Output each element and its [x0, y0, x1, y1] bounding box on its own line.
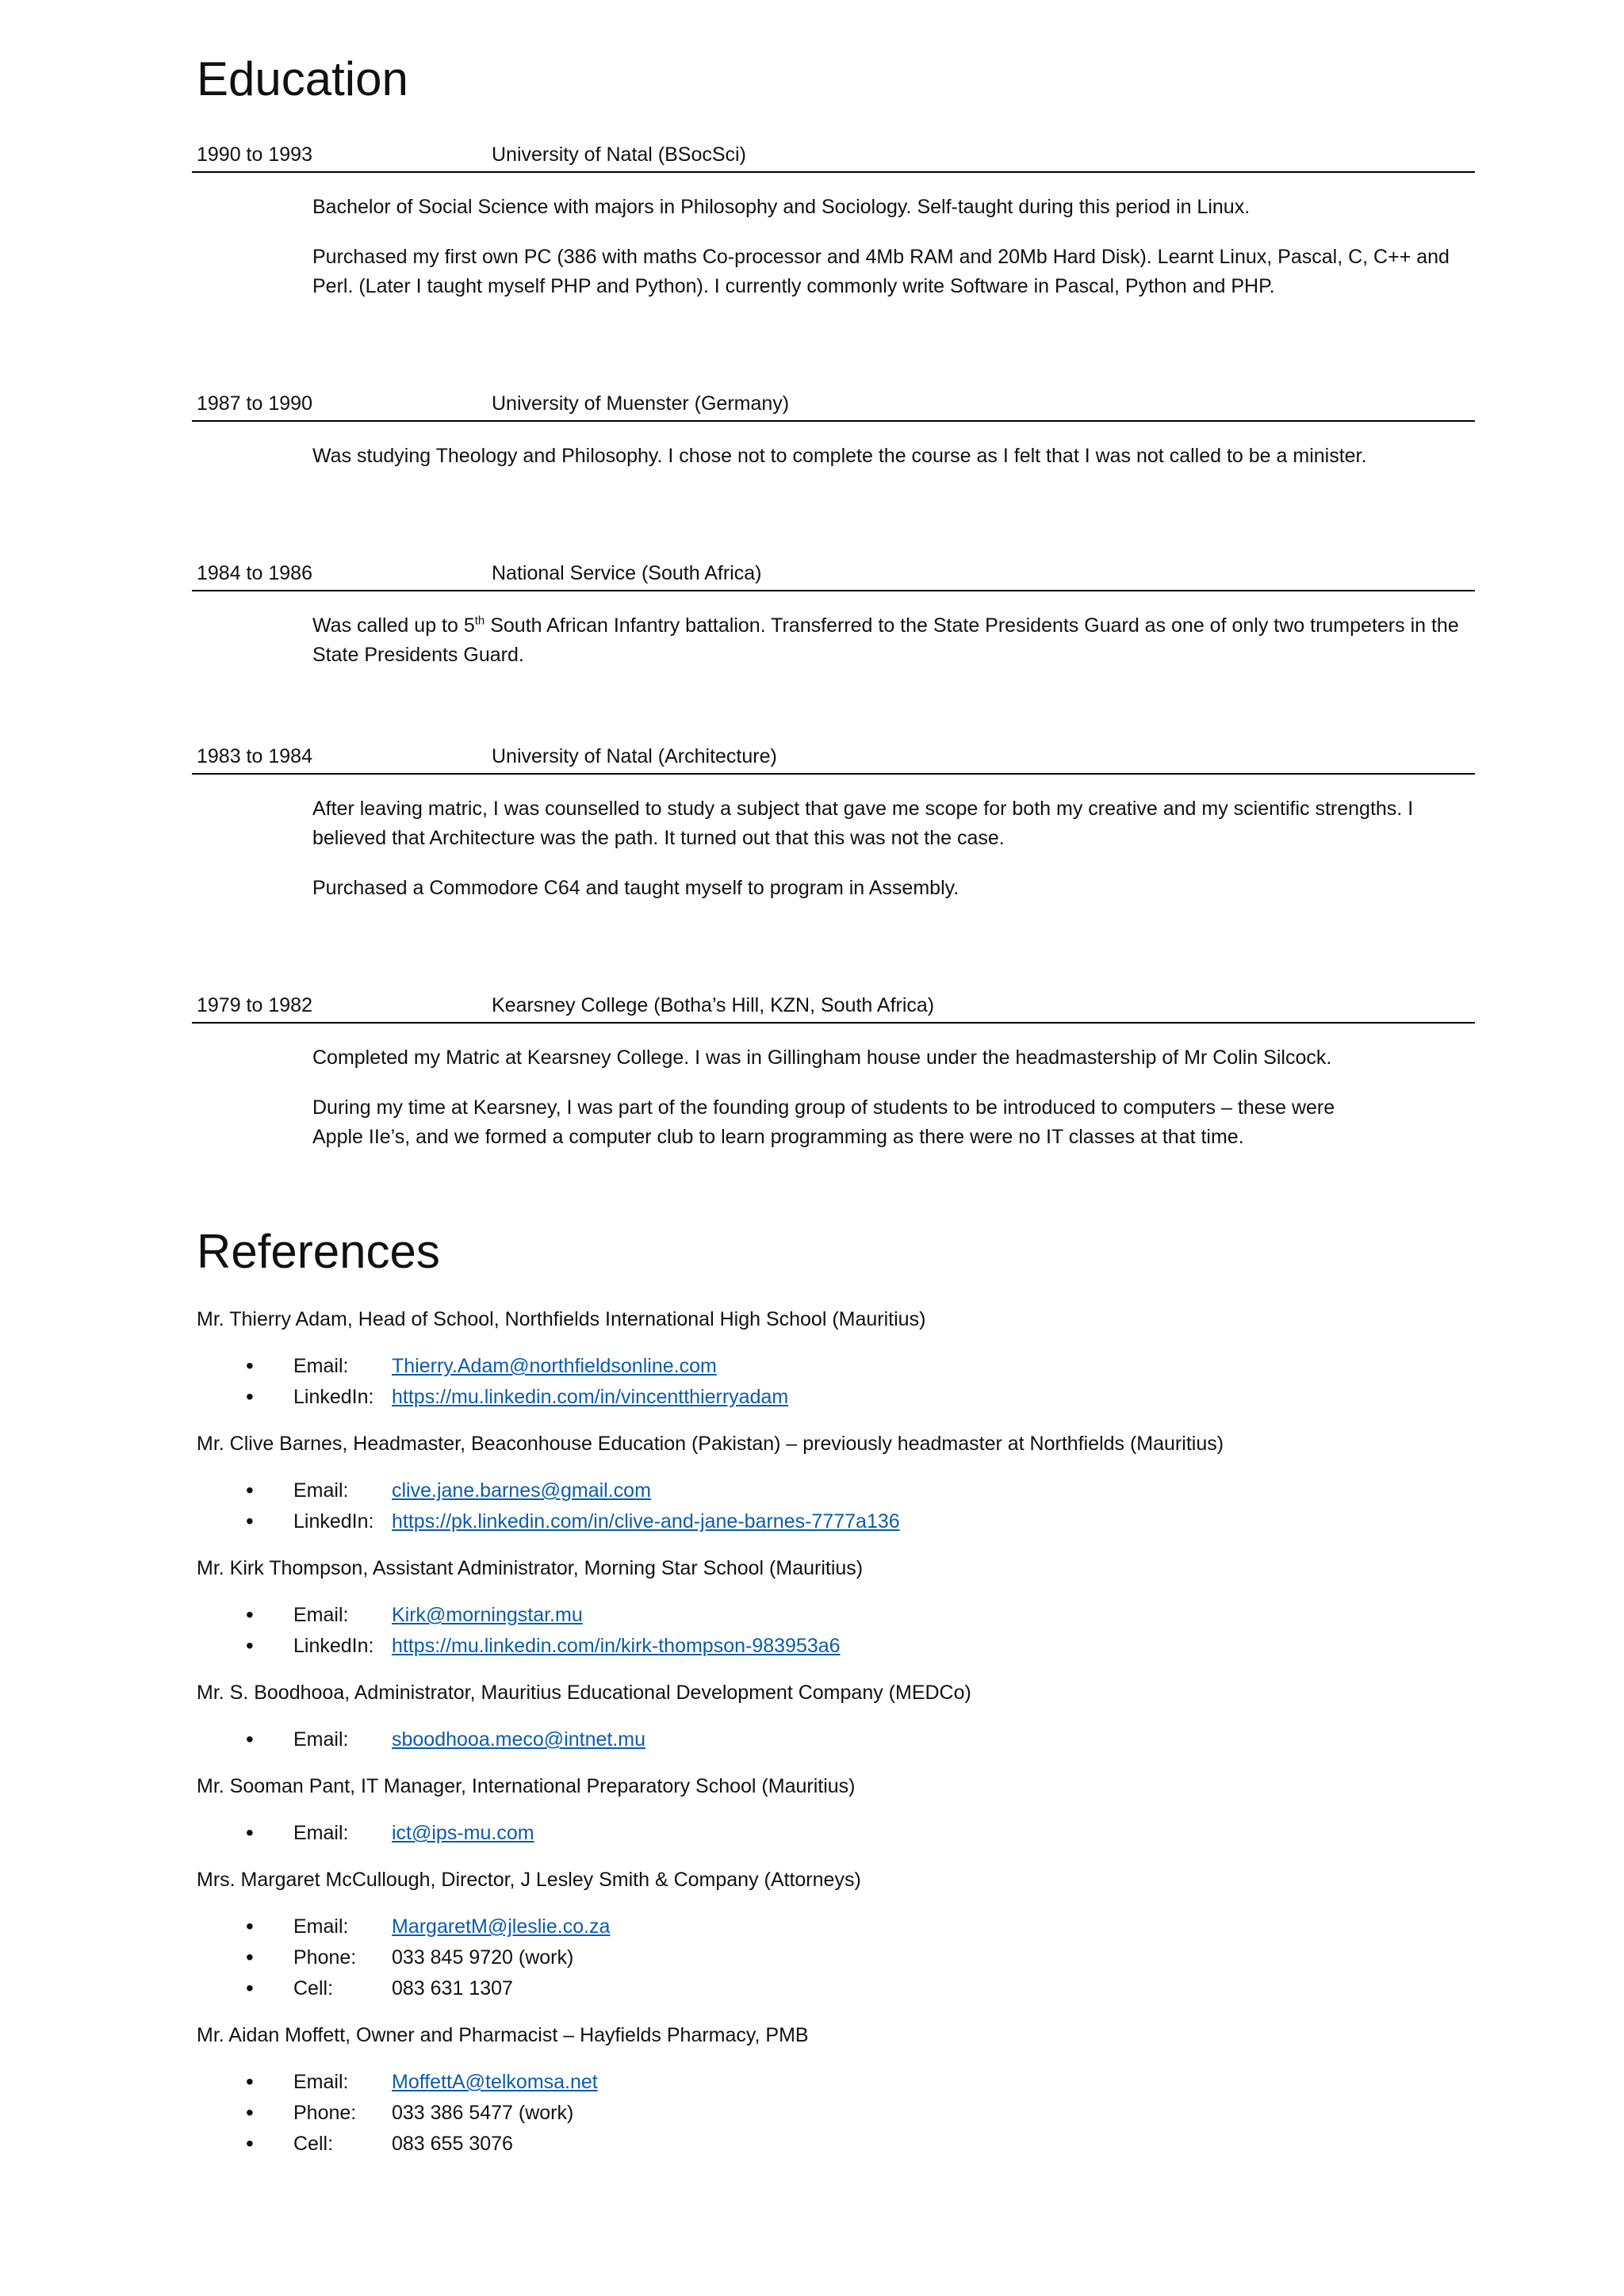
reference-name: Mr. Aidan Moffett, Owner and Pharmacist – Hayfields Pharmacy, PMB	[197, 2024, 809, 2046]
contact-item	[197, 1818, 1475, 1849]
contact-label: Cell:	[293, 2133, 334, 2155]
bullet-icon	[197, 1600, 293, 1631]
contact-label: Phone:	[293, 1946, 357, 1969]
contact-label: Email:	[293, 1604, 349, 1626]
education-description	[312, 775, 1475, 903]
paragraph-text: Was called up to 5	[312, 614, 475, 637]
references-heading: References	[197, 1225, 440, 1278]
ordinal-suffix: th	[474, 614, 485, 628]
education-entry	[197, 744, 1475, 903]
education-entry-header	[192, 561, 1475, 591]
email-link[interactable]: ict@ips-mu.com	[392, 1822, 534, 1844]
email-link[interactable]: Thierry.Adam@northfieldsonline.com	[392, 1355, 717, 1377]
reference-name: Mr. Clive Barnes, Headmaster, Beaconhouse Education (Pakistan) – previously headmaster at Northfields (Mauritius)	[197, 1433, 1224, 1455]
contact-label: Phone:	[293, 2102, 357, 2124]
contact-label: Email:	[293, 1822, 349, 1844]
education-paragraph: Purchased my first own PC (386 with maths Co-processor and 4Mb RAM and 20Mb Hard Disk). Learnt Linux, Pascal, C, C++ and Perl. (Later I taught myself PHP and Python). I currently commonly write Software in Pascal, Python and PHP.	[312, 246, 1450, 297]
reference-name: Mr. Sooman Pant, IT Manager, International Preparatory School (Mauritius)	[197, 1775, 856, 1797]
contact-item	[197, 1631, 1475, 1662]
contact-item	[197, 1973, 1475, 2004]
bullet-icon	[197, 1724, 293, 1755]
reference-entry	[197, 2023, 1475, 2160]
education-institution: National Service (South Africa)	[492, 562, 762, 584]
education-period: 1984 to 1986	[197, 562, 312, 584]
contact-label: Email:	[293, 1479, 349, 1502]
contact-item	[197, 1475, 1475, 1506]
resume-page	[197, 52, 1475, 2160]
education-entry-header	[192, 143, 1475, 173]
education-paragraph: Bachelor of Social Science with majors in Philosophy and Sociology. Self-taught during this period in Linux.	[312, 196, 1251, 218]
bullet-icon	[197, 1351, 293, 1382]
reference-entry	[197, 1681, 1475, 1755]
reference-entry	[197, 1774, 1475, 1849]
education-entry-header	[192, 392, 1475, 422]
linkedin-link[interactable]: https://mu.linkedin.com/in/vincentthierryadam	[392, 1386, 789, 1408]
contact-list	[197, 1351, 1475, 1413]
contact-label: LinkedIn:	[293, 1635, 374, 1657]
reference-name: Mrs. Margaret McCullough, Director, J Lesley Smith & Company (Attorneys)	[197, 1869, 861, 1891]
contact-list	[197, 1724, 1475, 1755]
reference-entry	[197, 1868, 1475, 2004]
bullet-icon	[197, 2129, 293, 2160]
email-link[interactable]: sboodhooa.meco@intnet.mu	[392, 1728, 646, 1751]
contact-list	[197, 2067, 1475, 2160]
education-paragraph: After leaving matric, I was counselled to study a subject that gave me scope for both my creative and my scientific strengths. I believed that Architecture was the path. It turned out that this was not the case.	[312, 798, 1414, 849]
education-entry-header	[192, 993, 1475, 1024]
bullet-icon	[197, 1382, 293, 1413]
education-period: 1990 to 1993	[197, 144, 312, 166]
education-paragraph: Was studying Theology and Philosophy. I chose not to complete the course as I felt that I was not called to be a minister.	[312, 445, 1367, 467]
education-entry	[197, 993, 1475, 1152]
education-description	[312, 173, 1475, 301]
reference-name: Mr. Kirk Thompson, Assistant Administrator, Morning Star School (Mauritius)	[197, 1557, 864, 1579]
bullet-icon	[197, 2067, 293, 2098]
bullet-icon	[197, 1911, 293, 1942]
reference-entry	[197, 1307, 1475, 1413]
contact-item	[197, 1506, 1475, 1537]
email-link[interactable]: Kirk@morningstar.mu	[392, 1604, 583, 1626]
paragraph-text: South African Infantry battalion. Transferred to the State Presidents Guard as one of only two trumpeters in the State Presidents Guard.	[312, 614, 1459, 666]
education-paragraph: During my time at Kearsney, I was part of the founding group of students to be introduced to computers – these were Apple IIe’s, and we formed a computer club to learn programming as there were no IT classes at that time.	[312, 1096, 1335, 1148]
contact-item	[197, 1942, 1475, 1973]
linkedin-link[interactable]: https://mu.linkedin.com/in/kirk-thompson-983953a6	[392, 1635, 841, 1657]
education-description	[312, 422, 1475, 471]
education-institution: Kearsney College (Botha’s Hill, KZN, South Africa)	[492, 994, 935, 1016]
contact-item	[197, 2098, 1475, 2129]
education-paragraph: Purchased a Commodore C64 and taught myself to program in Assembly.	[312, 877, 959, 899]
bullet-icon	[197, 2098, 293, 2129]
reference-name: Mr. Thierry Adam, Head of School, Northfields International High School (Mauritius)	[197, 1308, 926, 1330]
contact-item	[197, 1600, 1475, 1631]
contact-list	[197, 1600, 1475, 1662]
contact-label: Email:	[293, 1355, 349, 1377]
contact-item	[197, 1911, 1475, 1942]
reference-entry	[197, 1556, 1475, 1662]
contact-item	[197, 2067, 1475, 2098]
contact-label: Email:	[293, 2071, 349, 2093]
linkedin-link[interactable]: https://pk.linkedin.com/in/clive-and-jane-barnes-7777a136	[392, 1510, 900, 1533]
education-period: 1979 to 1982	[197, 994, 312, 1016]
contact-label: Cell:	[293, 1977, 334, 1999]
contact-item	[197, 2129, 1475, 2160]
education-description	[312, 591, 1475, 670]
contact-list	[197, 1911, 1475, 2004]
education-paragraph	[312, 611, 1475, 670]
bullet-icon	[197, 1475, 293, 1506]
contact-label: LinkedIn:	[293, 1510, 374, 1533]
contact-item	[197, 1382, 1475, 1413]
education-period: 1983 to 1984	[197, 745, 312, 767]
email-link[interactable]: clive.jane.barnes@gmail.com	[392, 1479, 651, 1502]
contact-label: LinkedIn:	[293, 1386, 374, 1408]
contact-label: Email:	[293, 1728, 349, 1751]
email-link[interactable]: MoffettA@telkomsa.net	[392, 2071, 598, 2093]
education-entry	[197, 561, 1475, 670]
reference-entry	[197, 1432, 1475, 1537]
reference-name: Mr. S. Boodhooa, Administrator, Mauritius Educational Development Company (MEDCo)	[197, 1682, 971, 1704]
cell-value: 083 655 3076	[392, 2133, 513, 2155]
education-institution: University of Natal (BSocSci)	[492, 144, 746, 166]
education-entry	[197, 392, 1475, 471]
education-institution: University of Natal (Architecture)	[492, 745, 777, 767]
education-entry	[197, 143, 1475, 301]
contact-list	[197, 1818, 1475, 1849]
contact-item	[197, 1724, 1475, 1755]
education-institution: University of Muenster (Germany)	[492, 392, 790, 415]
bullet-icon	[197, 1506, 293, 1537]
contact-label: Email:	[293, 1915, 349, 1938]
phone-value: 033 845 9720 (work)	[392, 1946, 574, 1969]
contact-list	[197, 1475, 1475, 1537]
bullet-icon	[197, 1973, 293, 2004]
phone-value: 033 386 5477 (work)	[392, 2102, 574, 2124]
education-period: 1987 to 1990	[197, 392, 312, 415]
education-heading: Education	[197, 52, 408, 105]
email-link[interactable]: MargaretM@jleslie.co.za	[392, 1915, 611, 1938]
education-description	[312, 1024, 1475, 1152]
cell-value: 083 631 1307	[392, 1977, 513, 1999]
bullet-icon	[197, 1818, 293, 1849]
contact-item	[197, 1351, 1475, 1382]
education-entry-header	[192, 744, 1475, 775]
bullet-icon	[197, 1942, 293, 1973]
education-paragraph: Completed my Matric at Kearsney College. I was in Gillingham house under the headmastership of Mr Colin Silcock.	[312, 1047, 1332, 1069]
bullet-icon	[197, 1631, 293, 1662]
